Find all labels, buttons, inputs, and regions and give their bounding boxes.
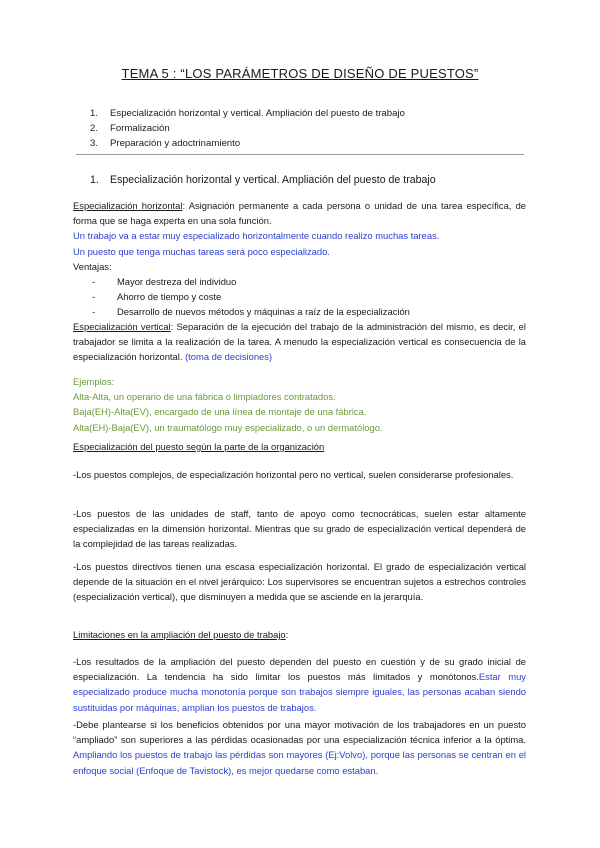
toc-label: Formalización: [110, 123, 170, 134]
toc-item: [90, 136, 405, 151]
definition-text: : Separación de la ejecución del trabajo de la administración del mismo, es decir, el trabajador se limita a la realización de la tarea. A menudo la especialización vertical es consecuencia de la especialización horizontal.: [73, 321, 526, 363]
list-item: - Ahorro de tiempo y coste: [73, 289, 526, 304]
blue-note: Ampliando los puestos de trabajo las pérdidas son mayores: [73, 749, 323, 761]
list-item: - Mayor destreza del individuo: [73, 274, 526, 289]
ventajas-list: [73, 274, 526, 320]
title-text: TEMA 5 : “LOS PARÁMETROS DE DISEÑO DE PUESTOS”: [121, 66, 479, 81]
blue-note: porque las personas se centran en el enfoque social (Enfoque de Tavistock), es mejor quedarse como estaban.: [73, 749, 526, 776]
paragraph: -Los puestos de las unidades de staff, tanto de apoyo como tecnocráticas, suelen estar altamente especializadas en la dimensión horizontal. Mientras que su grado de especialización vertical dependerá de la complejidad de las tareas realizadas.: [73, 508, 526, 550]
examples-label: Ejemplos:: [73, 376, 115, 387]
horizontal-definition: [73, 198, 526, 228]
blue-note: Estar muy especializado produce mucha monotonía porque son trabajos siempre iguales, las personas acaban siendo sustituidas por máquinas, amplian los puestos de trabajos.: [73, 671, 526, 713]
list-item: - Desarrollo de nuevos métodos y máquinas a raíz de la especialización: [73, 304, 526, 319]
limitations-heading: [73, 627, 526, 642]
toc-number: 2.: [90, 123, 99, 134]
term-vertical: Especialización vertical: [73, 321, 171, 332]
blue-note: Un puesto que tenga muchas tareas será poco especializado.: [73, 245, 330, 257]
toc-label: Preparación y adoctrinamiento: [110, 138, 241, 149]
term-horizontal: Especialización horizontal: [73, 200, 183, 211]
toc-item: [90, 121, 405, 136]
paragraph: [73, 654, 526, 715]
document-title: [0, 66, 600, 81]
toc-item: [90, 106, 405, 121]
section-label: Especialización horizontal y vertical. Ampliación del puesto de trabajo: [110, 174, 436, 186]
example-item: Alta(EH)-Baja(EV), un traumatólogo muy especializado, o un dermatólogo.: [73, 421, 383, 433]
toc-label: Especialización horizontal y vertical. Ampliación del puesto de trabajo: [110, 108, 405, 119]
toc-number: 3.: [90, 138, 99, 149]
horizontal-specialization-block: [73, 198, 526, 320]
paragraph: -Los puestos complejos, de especialización horizontal pero no vertical, suelen considerarse profesionales.: [73, 469, 514, 480]
paragraph-text: -Debe plantearse si los beneficios obtenidos por una mayor motivación de los trabajadores en un puesto “ampliado” son superiores a las pérdidas ocasionadas por una especialización técnica inferior a la óptima.: [73, 719, 526, 746]
vertical-specialization-block: [73, 319, 526, 365]
blue-note: (Ej:Volvo),: [325, 749, 368, 761]
subheading: Especialización del puesto según la parte de la organización: [73, 441, 325, 452]
paragraph: -Los puestos directivos tienen una escasa especialización horizontal. El grado de especialización vertical depende de la situación en el nivel jerárquico: Los supervisores se encuentran sujetos a estrechos controles (especialización vertical), que disminuyen a medida que se asciende en la jerarquía.: [73, 561, 526, 603]
horizontal-divider: [76, 154, 524, 155]
definition-text: : Asignación permanente a cada persona o unidad de una tarea específica, de forma que se haga experta en una sola función.: [73, 200, 526, 227]
toc-number: 1.: [90, 108, 99, 119]
blue-note: (toma de decisiones): [185, 351, 273, 363]
examples-block: [73, 374, 526, 435]
section-number: 1.: [90, 174, 99, 186]
section-heading: [90, 174, 436, 186]
ventajas-label: Ventajas:: [73, 260, 112, 272]
organization-part-heading: [73, 439, 526, 454]
example-item: Alta-Alta, un operario de una fábrica o limpiadores contratados.: [73, 391, 336, 403]
subheading: Limitaciones en la ampliación del puesto de trabajo: [73, 629, 286, 640]
table-of-contents: [90, 106, 405, 151]
paragraph: [73, 717, 526, 778]
heading-colon: :: [285, 629, 289, 640]
paragraph-text: -Los resultados de la ampliación del puesto dependen del puesto en cuestión y de su grado inicial de especialización. La tendencia ha sido limitar los puestos más limitados y monótonos.: [73, 656, 526, 683]
blue-note: Un trabajo va a estar muy especializado horizontalmente cuando realizo muchas tareas.: [73, 230, 440, 242]
example-item: Baja(EH)-Alta(EV), encargado de una línea de montaje de una fábrica.: [73, 406, 367, 418]
